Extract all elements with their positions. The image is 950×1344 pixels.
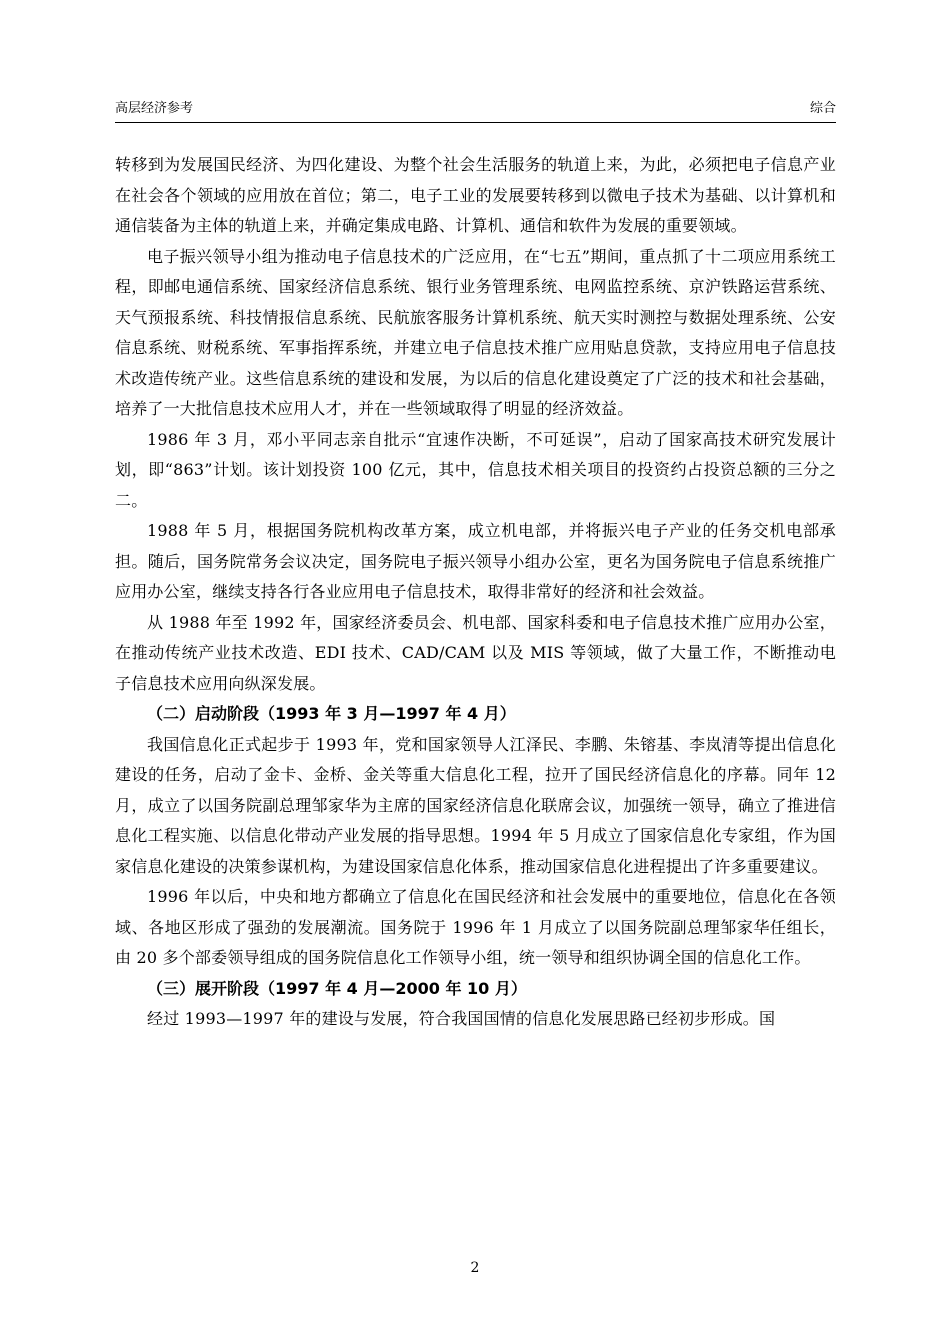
page-number: 2 (470, 1260, 480, 1276)
page-header (115, 98, 836, 123)
paragraph-5: 从 1988 年至 1992 年，国家经济委员会、机电部、国家科委和电子信息技术推广应用办公室，在推动传统产业技术改造、EDI 技术、CAD/CAM 以及 MIS 等领域，做了大量工作，不断推动电子信息技术应用向纵深发展。 (115, 612, 836, 693)
document-body (115, 150, 836, 1035)
section-heading-3: （三）展开阶段（1997 年 4 月—2000 年 10 月） (147, 978, 527, 998)
header-section-label: 综合 (809, 101, 836, 116)
paragraph-8: 经过 1993—1997 年的建设与发展，符合我国国情的信息化发展思路已经初步形成。国 (147, 1009, 776, 1028)
paragraph-7: 1996 年以后，中央和地方都确立了信息化在国民经济和社会发展中的重要地位，信息化在各领域、各地区形成了强劲的发展潮流。国务院于 1996 年 1 月成立了以国务院副总理邹家华任组长，由 20 多个部委领导组成的国务院信息化工作领导小组，统一领导和组织协调全国的信息化工作。 (115, 887, 836, 967)
paragraph-2: 电子振兴领导小组为推动电子信息技术的广泛应用，在“七五”期间，重点抓了十二项应用系统工程，即邮电通信系统、国家经济信息系统、银行业务管理系统、电网监控系统、京沪铁路运营系统、天气预报系统、科技情报信息系统、民航旅客服务计算机系统、航天实时测控与数据处理系统、公安信息系统、财税系统、军事指挥系统，并建立电子信息技术推广应用贴息贷款，支持应用电子信息技术改造传统产业。这些信息系统的建设和发展，为以后的信息化建设奠定了广泛的技术和社会基础，培养了一大批信息技术应用人才，并在一些领域取得了明显的经济效益。 (115, 246, 836, 418)
header-publication-title: 高层经济参考 (115, 101, 194, 116)
page-footer (0, 1260, 950, 1276)
paragraph-4: 1988 年 5 月，根据国务院机构改革方案，成立机电部，并将振兴电子产业的任务交机电部承担。随后，国务院常务会议决定，国务院电子振兴领导小组办公室，更名为国务院电子信息系统推广应用办公室，继续支持各行各业应用电子信息技术，取得非常好的经济和社会效益。 (115, 521, 836, 601)
paragraph-1: 转移到为发展国民经济、为四化建设、为整个社会生活服务的轨道上来，为此，必须把电子信息产业在社会各个领域的应用放在首位；第二，电子工业的发展要转移到以微电子技术为基础、以计算机和通信装备为主体的轨道上来，并确定集成电路、计算机、通信和软件为发展的重要领域。 (115, 155, 836, 235)
paragraph-6: 我国信息化正式起步于 1993 年，党和国家领导人江泽民、李鹏、朱镕基、李岚清等提出信息化建设的任务，启动了金卡、金桥、金关等重大信息化工程，拉开了国民经济信息化的序幕。同年 12 月，成立了以国务院副总理邹家华为主席的国家经济信息化联席会议，加强统一领导，确立了推进信息化工程实施、以信息化带动产业发展的指导思想。1994 年 5 月成立了国家信息化专家组，作为国家信息化建设的决策参谋机构，为建设国家信息化体系，推动国家信息化进程提出了许多重要建议。 (115, 734, 836, 876)
paragraph-3: 1986 年 3 月，邓小平同志亲自批示“宜速作决断，不可延误”，启动了国家高技术研究发展计划，即“863”计划。该计划投资 100 亿元，其中，信息技术相关项目的投资约占投资总额的三分之二。 (115, 429, 836, 510)
section-heading-2: （二）启动阶段（1993 年 3 月—1997 年 4 月） (147, 704, 516, 723)
